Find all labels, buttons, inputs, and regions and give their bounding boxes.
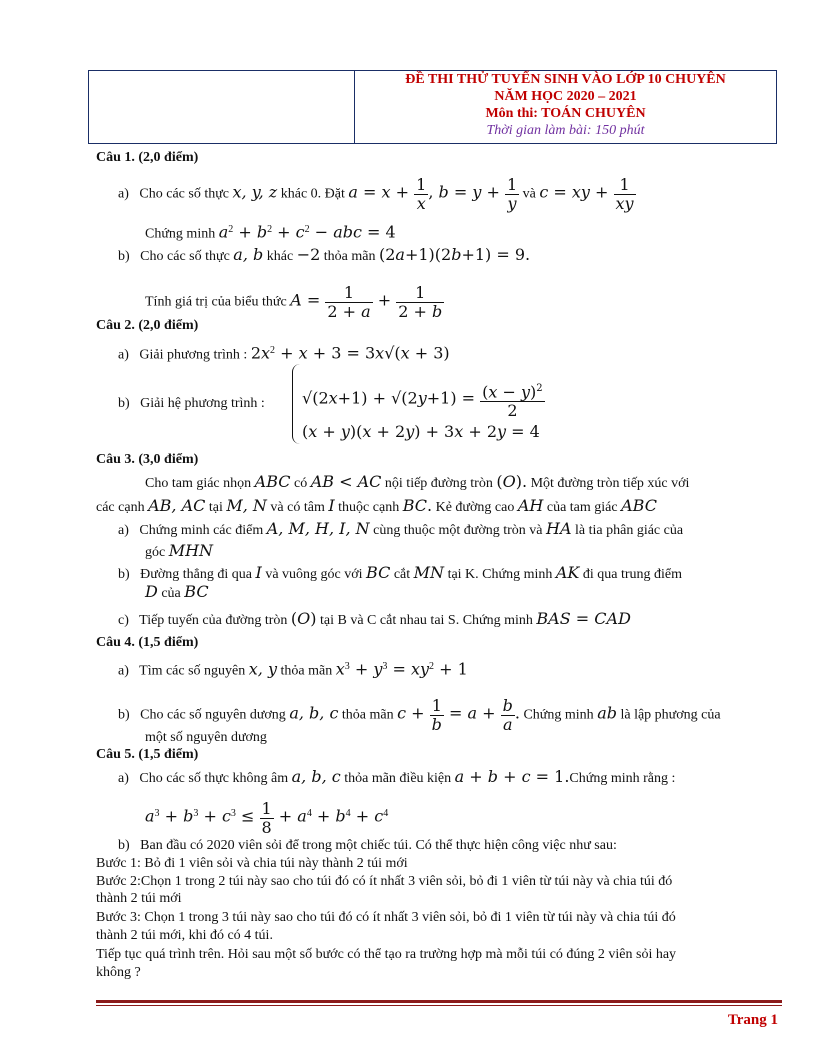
q5-a-inequality: $a^3 + b^3 + c^3$ ≤ $\frac{1}{8}$ + $a^4 + b^4 + c^4$ <box>145 799 389 837</box>
q5-step2-line2: thành 2 túi mới <box>96 891 182 906</box>
q3-heading: Câu 3. (3,0 điểm) <box>96 452 199 467</box>
q3-intro-2: các cạnh AB, AC tại M, N và có tâm I thuộc cạnh BC. Kẻ đường cao AH của tam giác ABC <box>96 496 657 515</box>
q5-b: b) Ban đầu có 2020 viên sỏi để trong một chiếc túi. Có thể thực hiện công việc như sau: <box>118 838 617 853</box>
q4-a: a) Tìm các số nguyên x, y thỏa mãn $x^3 + y^3 = xy^2 + 1$ <box>118 659 468 679</box>
q1-a: a) Cho các số thực x, y, z khác 0. Đặt a = x + $\frac{1}{x}$ , b = y + $\frac{1}{y}$ và c = xy + $\frac{1}{xy}$ <box>118 175 634 213</box>
q5-step3-line2: thành 2 túi mới, khi đó có 4 túi. <box>96 928 273 943</box>
footer-rule-thin <box>96 1005 782 1006</box>
footer-rule-thick <box>96 1000 782 1003</box>
q5-step1: Bước 1: Bỏ đi 1 viên sỏi và chia túi này thành 2 túi mới <box>96 856 408 871</box>
q3-intro-1: Cho tam giác nhọn ABC có AB < AC nội tiếp đường tròn (O). Một đường tròn tiếp xúc với <box>145 472 690 491</box>
q5-final-line2: không ? <box>96 965 141 980</box>
header-right-cell <box>355 71 776 143</box>
q2-b: b) Giải hệ phương trình : <box>118 396 265 411</box>
q3-b: b) Đường thẳng đi qua I và vuông góc với BC cắt MN tại K. Chứng minh AK đi qua trung điểm <box>118 563 683 582</box>
q2-heading: Câu 2. (2,0 điểm) <box>96 318 199 333</box>
q4-heading: Câu 4. (1,5 điểm) <box>96 635 199 650</box>
time-limit: Thời gian làm bài: 150 phút <box>486 123 645 138</box>
q3-c: c) Tiếp tuyến của đường tròn (O) tại B và C cắt nhau tai S. Chứng minh BAS = CAD <box>118 609 631 628</box>
header-table <box>88 70 777 144</box>
q1-heading: Câu 1. (2,0 điểm) <box>96 150 199 165</box>
q5-a: a) Cho các số thực không âm a, b, c thỏa mãn điều kiện a + b + c = 1.Chứng minh rằng : <box>118 767 676 786</box>
subject: Môn thi: TOÁN CHUYÊN <box>485 106 646 121</box>
q4-b-cont: một số nguyên dương <box>145 730 267 745</box>
q3-a: a) Chứng minh các điểm A, M, H, I, N cùng thuộc một đường tròn và HA là tia phân giác của <box>118 519 684 538</box>
q4-b: b) Cho các số nguyên dương a, b, c thỏa mãn c + $\frac{1}{b}$ = a + $\frac{b}{a}$ . Chứng minh ab là lập phương của <box>118 696 721 734</box>
system-equation-2: (x + y)(x + 2y) + 3x + 2y = 4 <box>302 422 540 441</box>
q5-step3-line1: Bước 3: Chọn 1 trong 3 túi này sao cho túi đó có ít nhất 3 viên sỏi, bỏ đi 1 viên từ túi này và chia túi đó <box>96 910 676 925</box>
q5-heading: Câu 5. (1,5 điểm) <box>96 747 199 762</box>
exam-title: ĐỀ THI THỬ TUYỂN SINH VÀO LỚP 10 CHUYÊN <box>405 72 726 87</box>
system-equation-1: √(2x+1) + √(2y+1) = $\frac{(x - y)^2}{2}$ <box>302 380 545 420</box>
q5-step2-line1: Bước 2:Chọn 1 trong 2 túi này sao cho túi đó có ít nhất 3 viên sỏi, bỏ đi 1 viên từ túi này và chia túi đó <box>96 874 673 889</box>
fraction: $\frac{1}{x}$ <box>416 175 427 213</box>
q1-b: b) Cho các số thực a, b khác −2 thỏa mãn (2a+1)(2b+1) = 9. <box>118 245 531 264</box>
q2-a: a) Giải phương trình : $2x^2 + x + 3 = 3x√(x + 3)$ <box>118 343 450 363</box>
school-year: NĂM HỌC 2020 – 2021 <box>494 89 637 104</box>
page-number: Trang 1 <box>727 1012 778 1028</box>
q1-a-prove: Chứng minh $a^2 + b^2 + c^2$ − abc = 4 <box>145 222 396 242</box>
q3-a-angle: góc MHN <box>145 541 214 560</box>
q3-b-midpoint: D của BC <box>145 582 209 601</box>
q1-b-calc: Tính giá trị của biểu thức A = $\frac{1}{2 + a}$ + $\frac{1}{2 + b}$ <box>145 283 443 321</box>
header-left-cell <box>89 71 355 143</box>
q5-final-line1: Tiếp tục quá trình trên. Hỏi sau một số bước có thể tạo ra trường hợp mà mỗi túi có đúng 2 viên sỏi hay <box>96 947 677 962</box>
